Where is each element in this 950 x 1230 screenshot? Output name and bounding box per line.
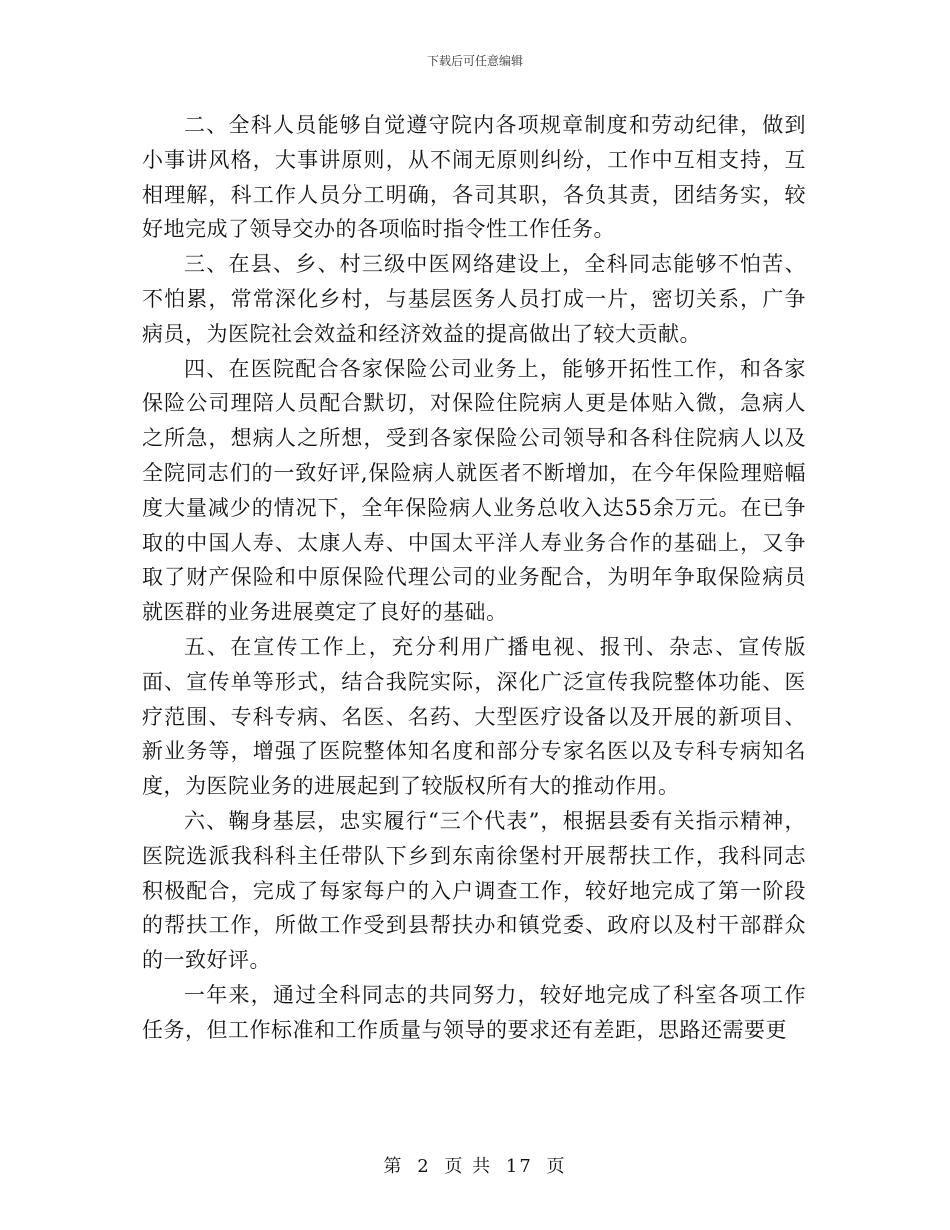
paragraph-summary: 一年来，通过全科同志的共同努力，较好地完成了科室各项工作任务，但工作标准和工作质量与领导的要求还有差距，思路还需要更 xyxy=(142,982,806,1042)
current-page-number: 2 xyxy=(417,1156,431,1177)
footer-suffix: 页 xyxy=(546,1156,567,1177)
page-footer xyxy=(0,1152,950,1178)
total-page-count: 17 xyxy=(505,1156,533,1177)
paragraph-2: 二、全科人员能够自觉遵守院内各项规章制度和劳动纪律，做到小事讲风格，大事讲原则，从不闹无原则纠纷，工作中互相支持，互相理解，科工作人员分工明确，各司其职，各负其责，团结务实，较好地完成了领导交办的各项临时指令性工作任务。 xyxy=(142,113,806,242)
page-header: 下载后可任意编辑 xyxy=(426,54,523,68)
document-body xyxy=(142,108,806,1048)
footer-middle: 页 共 xyxy=(444,1156,493,1177)
footer-prefix: 第 xyxy=(383,1156,404,1177)
paragraph-6: 六、鞠身基层，忠实履行“三个代表”，根据县委有关指示精神，医院选派我科科主任带队下乡到东南徐堡村开展帮扶工作，我科同志积极配合，完成了每家每户的入户调查工作，较好地完成了第一阶段的帮扶工作，所做工作受到县帮扶办和镇党委、政府以及村干部群众的一致好评。 xyxy=(142,808,806,973)
paragraph-5: 五、在宣传工作上，充分利用广播电视、报刊、杂志、宣传版面、宣传单等形式，结合我院实际，深化广泛宣传我院整体功能、医疗范围、专科专病、名医、名药、大型医疗设备以及开展的新项目、新业务等，增强了医院整体知名度和部分专家名医以及专科专病知名度，为医院业务的进展起到了较版权所有大的推动作用。 xyxy=(142,634,806,799)
paragraph-3: 三、在县、乡、村三级中医网络建设上，全科同志能够不怕苦、不怕累，常常深化乡村，与基层医务人员打成一片，密切关系，广争病员，为医院社会效益和经济效益的提高做出了较大贡献。 xyxy=(142,252,806,346)
paragraph-4: 四、在医院配合各家保险公司业务上，能够开拓性工作，和各家保险公司理陪人员配合默切，对保险住院病人更是体贴入微，急病人之所急，想病人之所想，受到各家保险公司领导和各科住院病人以及全院同志们的一致好评,保险病人就医者不断增加，在今年保险理赔幅度大量减少的情况下，全年保险病人业务总收入达55余万元。在已争取的中国人寿、太康人寿、中国太平洋人寿业务合作的基础上，又争取了财产保险和中原保险代理公司的业务配合，为明年争取保险病员就医群的业务进展奠定了良好的基础。 xyxy=(142,356,806,625)
